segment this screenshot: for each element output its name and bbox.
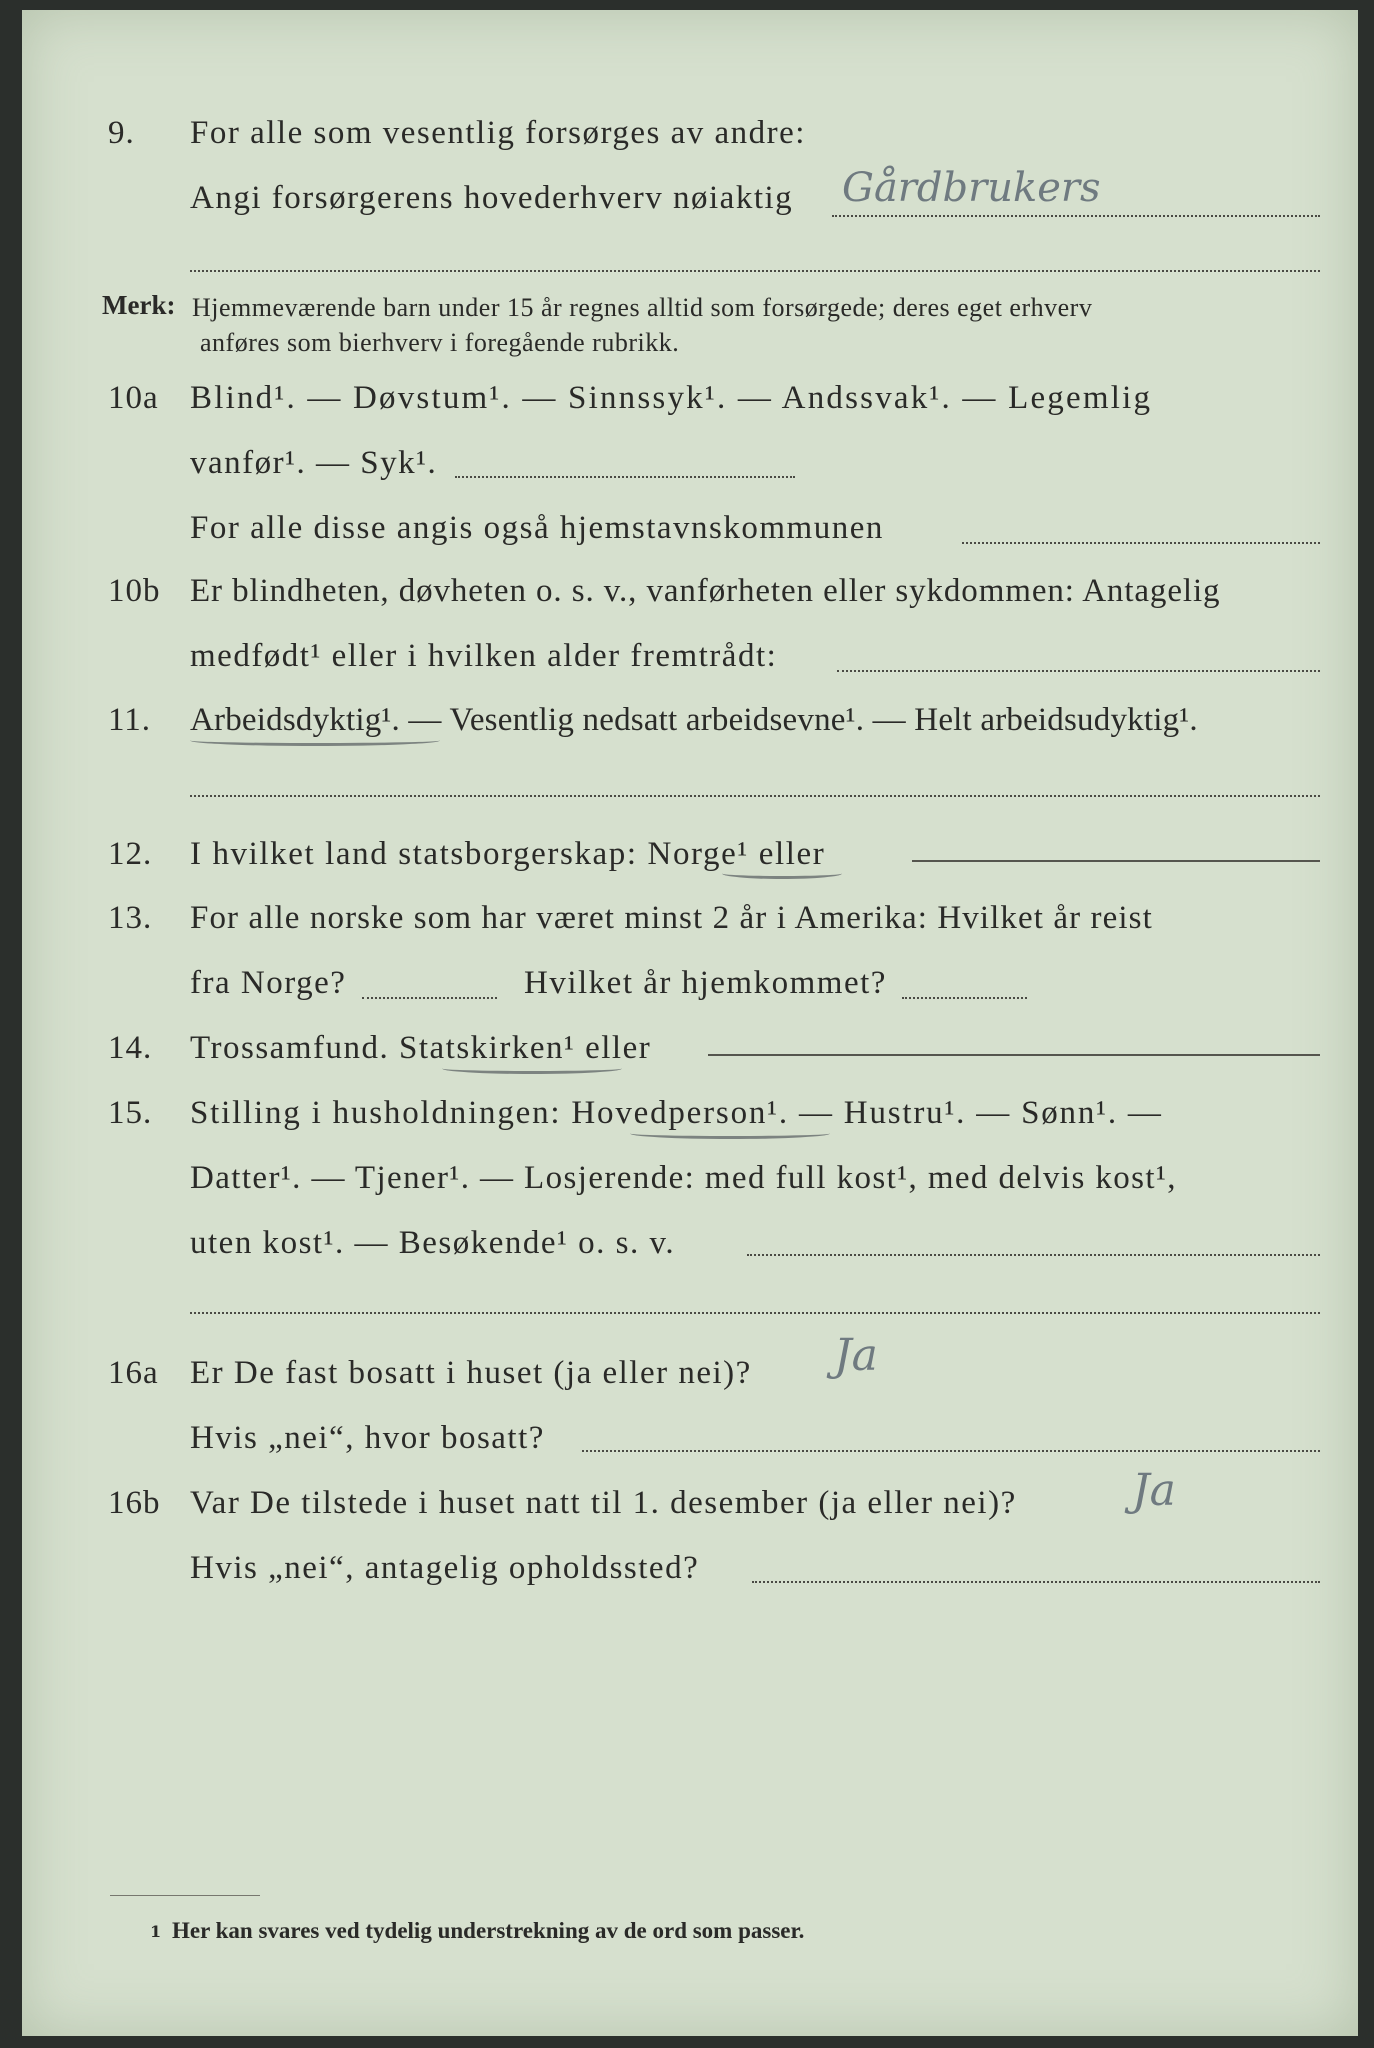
- q10b-number: 10b: [108, 573, 161, 609]
- q9-line1: For alle som vesentlig forsørges av andre:: [190, 115, 806, 151]
- q15-answer-line: [747, 1254, 1320, 1256]
- q11-number: 11.: [108, 702, 152, 738]
- q15-extra-line: [190, 1312, 1320, 1314]
- q13-number: 13.: [108, 900, 153, 936]
- q16b-answer: Ja: [1132, 1465, 1176, 1516]
- q15-number: 15.: [108, 1095, 153, 1131]
- q9-answer: Gårdbrukers: [842, 165, 1101, 211]
- merk-line2: anføres som bierhverv i foregående rubrikk.: [200, 328, 680, 357]
- q10a-line2: vanfør¹. — Syk¹.: [190, 445, 438, 481]
- q16b-line2: Hvis „nei“, antagelig opholdssted?: [190, 1550, 700, 1586]
- footnote-rule: [110, 1895, 260, 1896]
- q9-line2: Angi forsørgerens hovederhverv nøiaktig: [190, 180, 794, 216]
- q15-underline-mark: [630, 1128, 830, 1139]
- q13-hjemkommet-line: [902, 997, 1027, 999]
- q16a-answer: Ja: [834, 1330, 878, 1381]
- q9-extra-line: [190, 270, 1320, 272]
- q13-line2b: Hvilket år hjemkommet?: [524, 965, 887, 1001]
- q13-line2a: fra Norge?: [190, 965, 347, 1001]
- q15-line2: Datter¹. — Tjener¹. — Losjerende: med full kost¹, med delvis kost¹,: [190, 1160, 1177, 1196]
- q13-line1: For alle norske som har været minst 2 år i Amerika: Hvilket år reist: [190, 900, 1153, 936]
- q14-number: 14.: [108, 1030, 153, 1066]
- q16b-number: 16b: [108, 1485, 161, 1521]
- merk-line1: Hjemmeværende barn under 15 år regnes alltid som forsørgede; deres eget erhverv: [192, 293, 1093, 322]
- q9-answer-line: [832, 215, 1320, 217]
- q12-answer-line: [912, 860, 1320, 862]
- q12-line1: I hvilket land statsborgerskap: Norge¹ eller: [190, 836, 826, 872]
- merk-label: Merk:: [102, 290, 176, 320]
- q11-extra-line: [190, 795, 1320, 797]
- q10a-line3: For alle disse angis også hjemstavnskommunen: [190, 510, 884, 546]
- q15-line1: Stilling i husholdningen: Hovedperson¹. — Hustru¹. — Sønn¹. —: [190, 1095, 1163, 1131]
- q12-number: 12.: [108, 836, 153, 872]
- q10a-line1: Blind¹. — Døvstum¹. — Sinnssyk¹. — Andssvak¹. — Legemlig: [190, 380, 1153, 416]
- q10a-number: 10a: [108, 380, 159, 416]
- q10b-line1: Er blindheten, døvheten o. s. v., vanførheten eller sykdommen: Antagelig: [190, 573, 1221, 609]
- q16b-line1: Var De tilstede i huset natt til 1. desember (ja eller nei)?: [190, 1485, 1017, 1521]
- q15-line3: uten kost¹. — Besøkende¹ o. s. v.: [190, 1225, 676, 1261]
- q10b-line2: medfødt¹ eller i hvilken alder fremtrådt:: [190, 638, 778, 674]
- q11-underline-mark: [190, 735, 440, 746]
- footnote-mark: 1: [150, 1922, 162, 1941]
- census-form-page: [22, 10, 1358, 2036]
- q16a-number: 16a: [108, 1355, 159, 1391]
- q10b-answer-line: [837, 670, 1320, 672]
- q14-underline-mark: [442, 1063, 622, 1074]
- q16a-line2: Hvis „nei“, hvor bosatt?: [190, 1420, 545, 1456]
- q10a-syk-line: [455, 476, 795, 478]
- q14-line1: Trossamfund. Statskirken¹ eller: [190, 1030, 652, 1066]
- q14-answer-line: [708, 1054, 1320, 1056]
- q9-number: 9.: [108, 115, 135, 151]
- q11-line1: Arbeidsdyktig¹. — Vesentlig nedsatt arbeidsevne¹. — Helt arbeidsudyktig¹.: [190, 702, 1198, 738]
- q16a-line1: Er De fast bosatt i huset (ja eller nei)?: [190, 1355, 752, 1391]
- q16a-bosatt-line: [582, 1450, 1320, 1452]
- q16b-opholdssted-line: [752, 1581, 1320, 1583]
- q10a-kommune-line: [962, 542, 1320, 544]
- q12-underline-mark: [722, 868, 842, 879]
- q13-reist-line: [362, 997, 497, 999]
- footnote-text: Her kan svares ved tydelig understrekning av de ord som passer.: [172, 1918, 805, 1943]
